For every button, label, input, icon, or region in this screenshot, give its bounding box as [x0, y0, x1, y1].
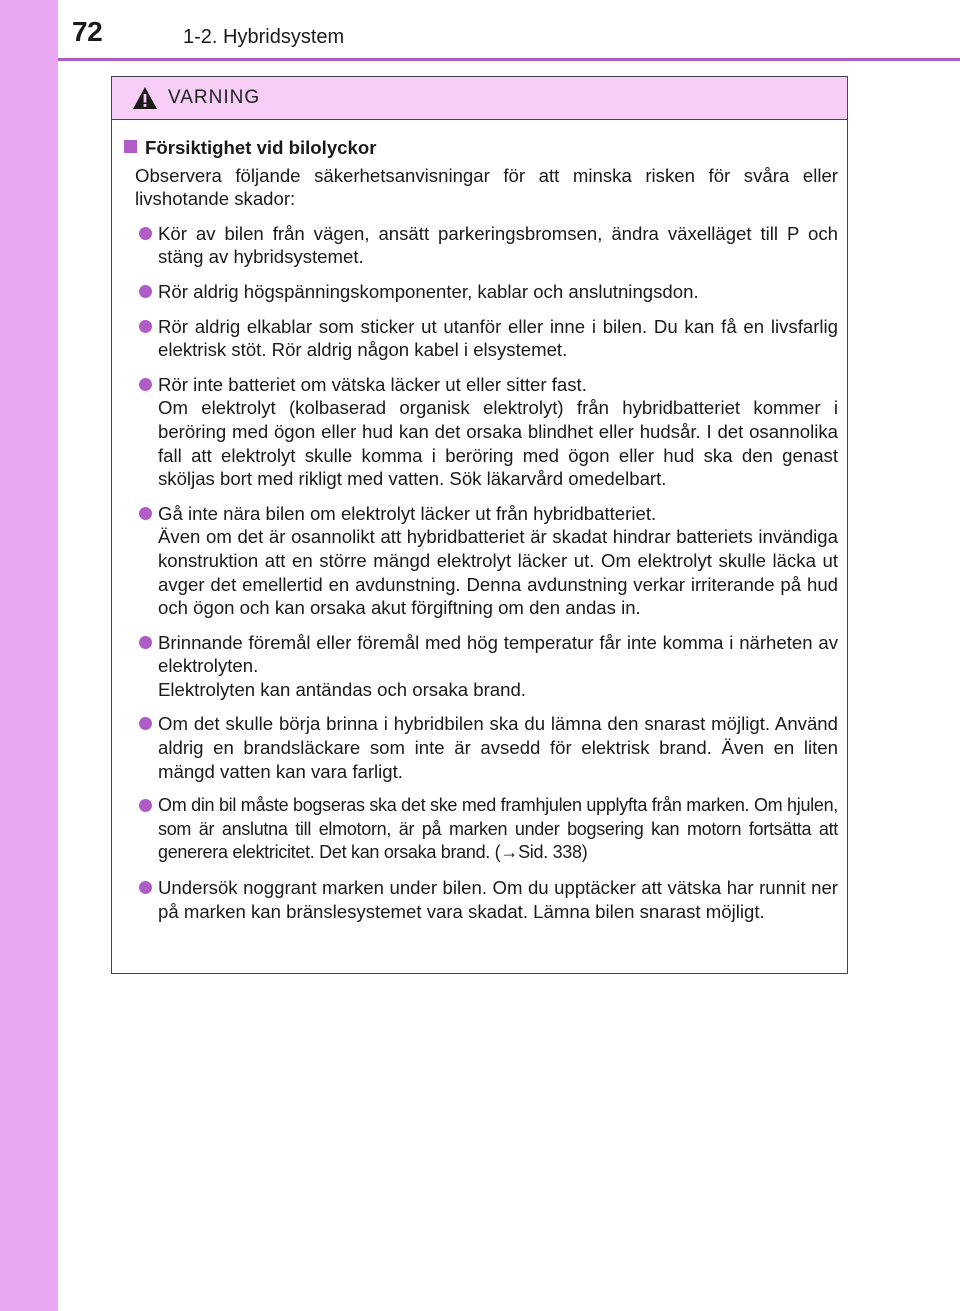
list-item-text: Om din bil måste bogseras ska det ske med framhjulen upplyfta från marken. Om hjulen, som är anslutna till elmotorn, är på marken under bogsering kan motorn fortsätta att generera elektricitet. Det kan orsaka brand. (→Sid. 338): [158, 795, 838, 863]
list-item: [124, 502, 838, 620]
list-item-text: Rör inte batteriet om vätska läcker ut eller sitter fast.: [158, 373, 587, 395]
bullet-dot-icon: [139, 881, 152, 894]
bullet-dot-icon: [139, 799, 152, 812]
list-item: [124, 280, 838, 304]
warning-header: [112, 77, 847, 120]
topic-heading: [124, 136, 838, 160]
bullet-dot-icon: [139, 717, 152, 730]
bullet-dot-icon: [139, 636, 152, 649]
list-item: [124, 222, 838, 269]
list-item: [124, 712, 838, 783]
list-item: [124, 315, 838, 362]
list-item-detail: Elektrolyten kan antändas och orsaka brand.: [158, 678, 526, 700]
list-item-text: Rör aldrig elkablar som sticker ut utanför eller inne i bilen. Du kan få en livsfarlig elektrisk stöt. Rör aldrig någon kabel i elsystemet.: [158, 315, 838, 361]
warning-label: VARNING: [168, 87, 261, 108]
bullet-dot-icon: [139, 378, 152, 391]
bullet-dot-icon: [139, 320, 152, 333]
list-item-text: Om det skulle börja brinna i hybridbilen ska du lämna den snarast möjligt. Använd aldrig en brandsläckare som inte är avsedd för elektrisk brand. Även en liten mängd vatten kan vara farligt.: [158, 713, 838, 782]
list-item: [124, 876, 838, 923]
list-item: [124, 631, 838, 702]
topic-title: Försiktighet vid bilolyckor: [145, 137, 377, 158]
list-item: [124, 373, 838, 491]
warning-triangle-icon: [132, 86, 158, 110]
list-item-text: Brinnande föremål eller föremål med hög temperatur får inte komma i närheten av elektrolyten.: [158, 631, 838, 677]
list-item: [124, 794, 838, 865]
list-item-text: Undersök noggrant marken under bilen. Om du upptäcker att vätska har runnit ner på marken kan bränslesystemet vara skadat. Lämna bilen snarast möjligt.: [158, 877, 838, 922]
list-item-detail: Även om det är osannolikt att hybridbatteriet är skadat hindrar batteriets invändiga konstruktion att en större mängd elektrolyt läcker ut. Om elektrolyt skulle läcka ut avger det emellertid en avdunstning. Denna avdunstning verkar irriterande på hud och ögon och kan orsaka akut förgiftning om den andas in.: [158, 526, 838, 619]
square-bullet-icon: [124, 140, 137, 153]
warning-body: [112, 120, 847, 923]
side-color-bar: [0, 0, 58, 1311]
warning-list: [124, 222, 838, 923]
list-item-text: Rör aldrig högspänningskomponenter, kablar och anslutningsdon.: [158, 280, 699, 302]
list-item-text: Kör av bilen från vägen, ansätt parkeringsbromsen, ändra växelläget till P och stäng av hybridsystemet.: [158, 222, 838, 268]
list-item-detail: Om elektrolyt (kolbaserad organisk elektrolyt) från hybridbatteriet kommer i beröring med ögon eller hud kan det orsaka blindhet eller hudsår. I det osannolika fall att elektrolyt skulle komma i beröring med ögon eller hud ska den genast sköljas bort med rikligt med vatten. Sök läkarvård omedelbart.: [158, 397, 838, 490]
warning-box: [111, 76, 848, 974]
bullet-dot-icon: [139, 285, 152, 298]
intro-text: Observera följande säkerhetsanvisningar för att minska risken för svåra eller livshotande skador:: [135, 164, 838, 210]
bullet-dot-icon: [139, 227, 152, 240]
page-number: 72: [72, 16, 103, 47]
header-divider: [58, 58, 960, 61]
list-item-text: Gå inte nära bilen om elektrolyt läcker ut från hybridbatteriet.: [158, 502, 657, 524]
section-title: 1-2. Hybridsystem: [183, 26, 345, 48]
bullet-dot-icon: [139, 507, 152, 520]
